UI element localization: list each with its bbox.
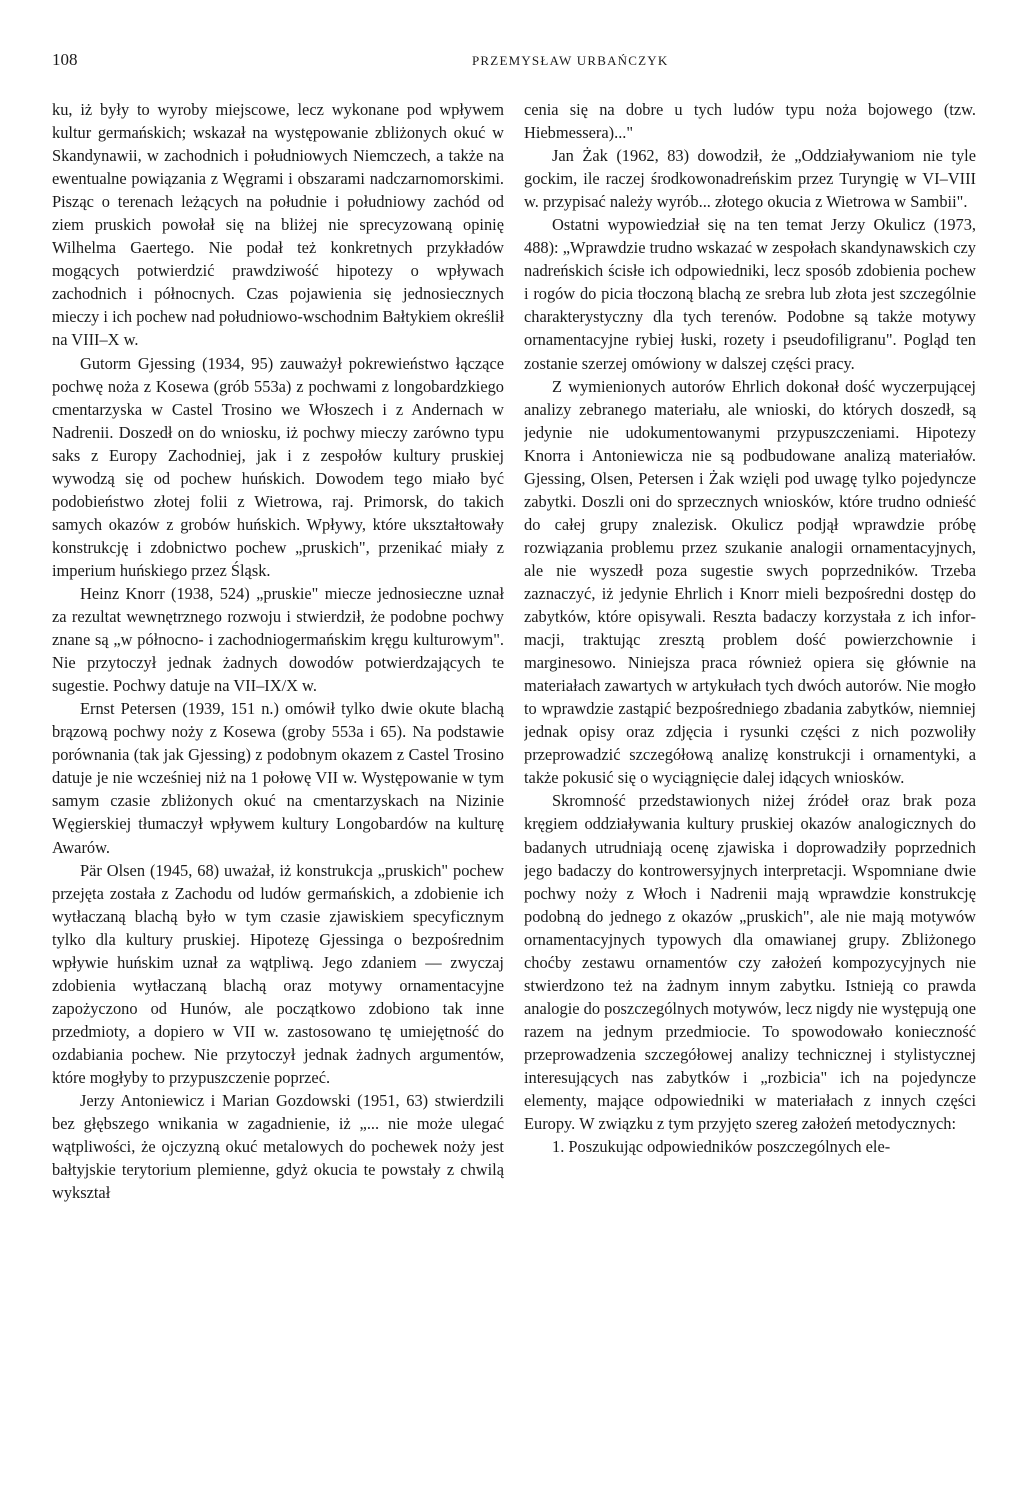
paragraph: ku, iż były to wyroby miejscowe, lecz wykonane pod wpływem kultur germańskich; wskazał na występowanie zbliżonych okuć w Skandynawii, w zachodnich i południowych Niemczech, a także na ewentualne powiązania z Węgrami i obszarami nadczarnomorskimi. Pisząc o terenach leżących na południe i południowy zachód od ziem pruskich powołał się na bliżej nie sprecyzowaną opinię Wilhelma Gaertego. Nie podał też konkretnych przykładów mogących potwierdzić prawdziwość hipotezy o wpływach zachodnich i północnych. Czas pojawienia się jednosiecznych mieczy i ich pochew nad południowo-wschodnim Bałtykiem określił na VIII–X w. bbox=[52, 100, 504, 350]
paragraph: Ernst Petersen (1939, 151 n.) omówił tylko dwie okute blachą brązową pochwy noży z Kosewa (groby 553a i 65). Na podstawie porównania (tak jak Gjessing) z podobnym okazem z Castel Trosino datuje je nie wcześniej niż na 1 połowę VII w. Występowanie w tym samym czasie zbliżonych okuć na cmentarzyskach na Nizinie Węgierskiej tłumaczył wpływem kultury Longobardów na kulturę Awarów. bbox=[52, 699, 504, 857]
paragraph: Gutorm Gjessing (1934, 95) zauważył pokrewieństwo łączące pochwę noża z Kosewa (grób 553a) z pochwami z longobardzkiego cmentarzyska w Castel Trosino we Włoszech i z Andernach w Nadrenii. Doszedł on do wniosku, iż pochwy mieczy zarówno typu saks z Europy Zachodniej, jak i z zespołów kultury pruskiej wywodzą się od pochew huńskich. Dowodem tego miało być podobieństwo złotej folii z Wietrowa, raj. Primorsk, do takich samych okazów z grobów huńskich. Wpływy, które ukształtowały konstrukcję i zdobnictwo pochew „pruskich", przenikać miały z imperium huńskiego przez Śląsk. bbox=[52, 353, 504, 580]
paragraph: Jerzy Antoniewicz i Marian Gozdowski (1951, 63) stwierdzili bez głębszego wnikania w zagadnienie, iż „... nie może ulegać wątpliwości, że ojczyzną okuć metalowych do pochewek noży jest bałtyjskie terytorium plemienne, gdyż okucia te powstały z chwilą wykształ bbox=[52, 1091, 504, 1203]
paragraph: Heinz Knorr (1938, 524) „pruskie" miecze jednosieczne uznał za rezultat wewnętrznego rozwoju i stwierdził, że podobne pochwy znane są „w północno- i zachodniogermańskim kręgu kulturowym". Nie przytoczył jednak żadnych dowodów potwierdzających te sugestie. Pochwy datuje na VII–IX/X w. bbox=[52, 583, 504, 696]
paragraph: cenia się na dobre u tych ludów typu noża bojowego (tzw. Hiebmessera)..." bbox=[524, 100, 976, 143]
page-number: 108 bbox=[52, 50, 78, 69]
running-head: PRZEMYSŁAW URBAŃCZYK bbox=[472, 53, 669, 68]
right-column bbox=[524, 98, 976, 1478]
left-column bbox=[52, 98, 504, 1478]
page-header bbox=[52, 50, 972, 72]
paragraph: Z wymienionych autorów Ehrlich dokonał dość wyczerpującej analizy zebranego materiału, ale wnioski, do których doszedł, są jedynie nie udokumentowanymi przypuszczeniami. Hipotezy Knorra i Antoniewicza nie są podbudowane analizą materiałów. Gjessing, Olsen, Petersen i Żak wzięli pod uwagę tylko pojedyncze zabytki. Doszli oni do sprzecznych wniosków, które trudno odnieść do całej grupy znalezisk. Okulicz podjął wprawdzie próbę rozwiązania problemu przez szukanie analogii ornamentacyjnych, ale nie wyszedł poza sugestie swych poprzedników. Trzeba zaznaczyć, iż jedynie Ehrlich i Knorr mieli bezpośredni dostęp do zabytków, które opisywali. Reszta badaczy korzystała z ich informacji, traktując zresztą problem dość powierzchownie i marginesowo. Niniejsza praca również opiera się głównie na materiałach zawartych w artykułach tych dwóch autorów. Nie mogło to wprawdzie zastąpić bezpośredniego zbadania zabytków, niemniej jednak opisy oraz zdjęcia i rysunki części z nich pozwoliły przeprowadzić szczegółową analizę konstrukcji i ornamentyki, a także pokusić się o wyciągnięcie dalej idących wniosków. bbox=[524, 376, 976, 788]
paragraph: Ostatni wypowiedział się na ten temat Jerzy Okulicz (1973, 488): „Wprawdzie trudno wskazać w zespołach skandynawskich czy nadreńskich ścisłe ich odpowiedniki, lecz sposób zdobienia pochew i rogów do picia tłoczoną blachą ze srebra lub złota jest szczególnie charakterystyczny dla tych terenów. Podobne są także motywy ornamentacyjne rybiej łuski, rozety i pseudofiligranu". Pogląd ten zostanie szerzej omówiony w dalszej części pracy. bbox=[524, 215, 976, 373]
paragraph: Jan Żak (1962, 83) dowodził, że „Oddziaływaniom nie tyle gockim, ile raczej środkowonadreńskim przez Turyngię w VI–VIII w. przypisać należy wyrób... złotego okucia z Wietrowa w Sambii". bbox=[524, 146, 976, 212]
paragraph: Pär Olsen (1945, 68) uważał, iż konstrukcja „pruskich" pochew przejęta została z Zachodu od ludów germańskich, a zdobienie ich wytłaczaną blachą było w tym czasie zjawiskiem specyficznym tylko dla kultury pruskiej. Hipotezę Gjessinga o bezpośrednim wpływie huńskim uznał za wątpliwą. Jego zdaniem — zwyczaj zdobienia wytłaczaną blachą oraz motywy ornamentacyjne zapożyczono od Hunów, ale początkowo zdobiono tak inne przedmioty, a dopiero w VII w. zastosowano tę umiejętność do ozdabiania pochew. Nie przytoczył jednak żadnych argumentów, które mogłyby to przypuszczenie poprzeć. bbox=[52, 860, 504, 1087]
paragraph: Skromność przedstawionych niżej źródeł oraz brak poza kręgiem oddziaływania kultury pruskiej okazów analogicznych do badanych utrudniają ocenę zjawiska i doprowadziły poprzednich jego badaczy do kontrowersyjnych interpretacji. Wspomniane dwie pochwy noży z Włoch i Nadrenii mają wprawdzie konstrukcję podobną do jednego z okazów „pruskich", ale nie mają motywów ornamentacyjnych typowych dla omawianej grupy. Zbliżonego choćby zestawu ornamentów czy założeń kompozycyjnych nie stwierdzono też na żadnym innym zabytku. Istnieją co prawda analogie do poszczególnych motywów, lecz nigdy nie występują one razem na jednym przedmiocie. To spowodowało konieczność przeprowadzenia szczegółowej analizy technicznej i stylistycznej interesujących nas zabytków i „rozbicia" ich na pojedyncze elementy, mające odpowiedniki w materiałach z innych części Europy. W związku z tym przyjęto szereg założeń metodycznych: bbox=[524, 791, 976, 1134]
paragraph: 1. Poszukując odpowiedników poszczególnych ele- bbox=[552, 1137, 891, 1157]
